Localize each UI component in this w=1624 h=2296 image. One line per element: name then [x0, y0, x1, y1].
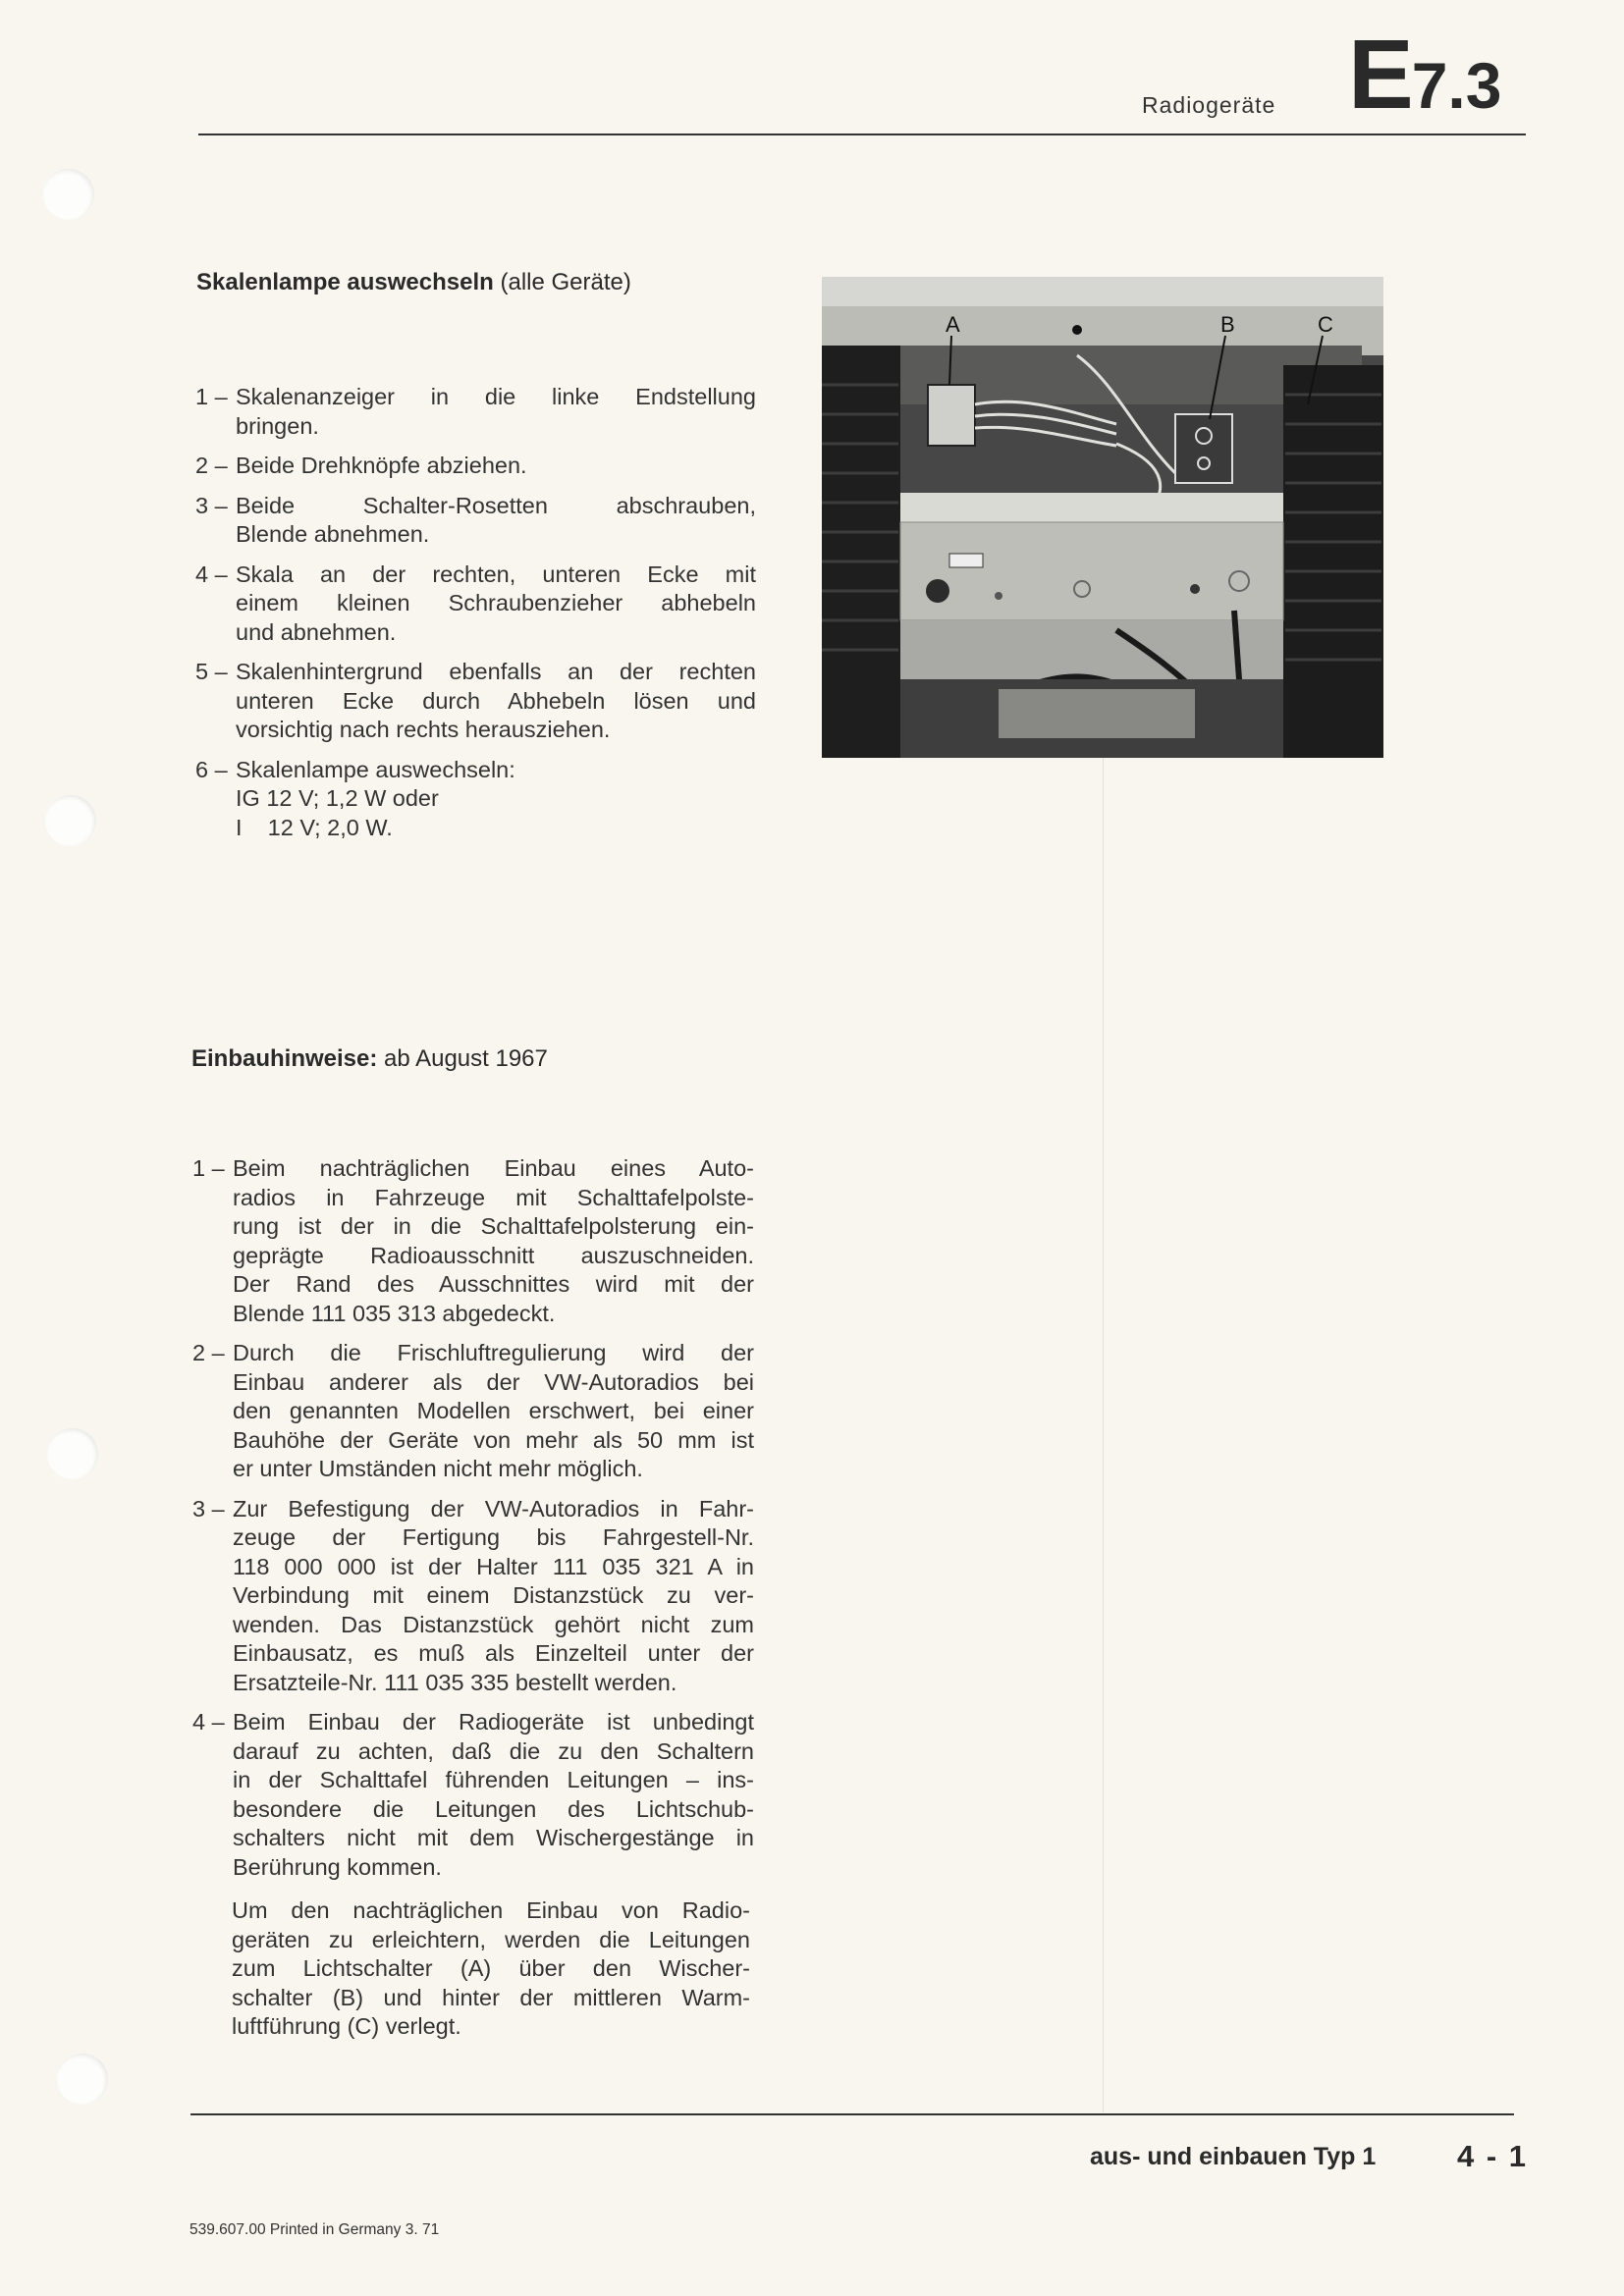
steps-list-skalenlampe	[195, 383, 756, 853]
step-line: Durch die Frischluftregulierung wird der	[233, 1340, 754, 1365]
heading-bold: Skalenlampe auswechseln	[196, 269, 494, 295]
footer-rule	[190, 2113, 1514, 2115]
step-line: in der Schalttafel führenden Leitungen – ins-	[233, 1767, 754, 1792]
step-number: 1 –	[195, 384, 228, 409]
note-line: luftführung (C) verlegt.	[232, 2013, 461, 2039]
note-line: zum Lichtschalter (A) über den Wischer-	[232, 1955, 750, 1981]
step-line: einem kleinen Schraubenzieher abhebeln	[236, 590, 756, 615]
step-item	[195, 452, 756, 481]
step-line: Zur Befestigung der VW-Autoradios in Fahr-	[233, 1495, 754, 1522]
step-number: 2 –	[195, 453, 228, 478]
step-number: 4 –	[195, 561, 228, 587]
step-number: 4 –	[192, 1709, 225, 1735]
note-line: geräten zu erleichtern, werden die Leitungen	[232, 1926, 750, 1952]
header-rule	[198, 133, 1526, 135]
step-line: den genannten Modellen erschwert, bei einer	[233, 1398, 754, 1423]
step-number: 3 –	[192, 1495, 225, 1522]
step-line: I 12 V; 2,0 W.	[236, 814, 393, 840]
step-line: Beim Einbau der Radiogeräte ist unbedingt	[233, 1709, 754, 1735]
radio-installation-photo	[822, 277, 1383, 758]
header-section-title: Radiogeräte	[1142, 92, 1276, 118]
step-line: unteren Ecke durch Abhebeln lösen und	[236, 687, 756, 714]
fold-line	[1103, 758, 1104, 2112]
footer-title: aus- und einbauen Typ 1	[1090, 2143, 1377, 2170]
installation-note	[232, 1896, 750, 2042]
heading-light: (alle Geräte)	[500, 269, 631, 295]
step-number: 5 –	[195, 659, 228, 684]
binder-hole	[57, 2054, 108, 2105]
step-line: und abnehmen.	[236, 618, 397, 645]
print-line: 539.607.00 Printed in Germany 3. 71	[189, 2221, 440, 2238]
figure-label-a: A	[946, 312, 960, 337]
step-line: Einbau anderer als der VW-Autoradios bei	[233, 1368, 754, 1395]
photo-illustration	[822, 277, 1383, 758]
step-line: Skalenanzeiger in die linke Endstellung	[236, 384, 756, 409]
note-line: schalter (B) und hinter der mittleren Warm-	[232, 1984, 750, 2010]
steps-list-einbauhinweise	[192, 1154, 754, 1893]
step-line: Beim nachträglichen Einbau eines Auto-	[233, 1155, 754, 1181]
step-line: radios in Fahrzeuge mit Schalttafelpolste-	[233, 1184, 754, 1210]
step-item	[192, 1708, 754, 1882]
step-item	[195, 658, 756, 745]
figure-label-b: B	[1220, 312, 1235, 337]
section-code	[1348, 20, 1502, 130]
step-line: Skalenlampe auswechseln:	[236, 756, 515, 782]
step-item	[195, 756, 756, 843]
section-code-letter: E	[1348, 20, 1412, 130]
step-line: Berührung kommen.	[233, 1853, 442, 1880]
step-line: Skala an der rechten, unteren Ecke mit	[236, 561, 756, 587]
step-line: IG 12 V; 1,2 W oder	[236, 785, 439, 811]
step-line: zeuge der Fertigung bis Fahrgestell-Nr.	[233, 1524, 754, 1550]
binder-hole	[45, 795, 96, 846]
step-line: bringen.	[236, 412, 319, 439]
step-line: 118 000 000 ist der Halter 111 035 321 A in	[233, 1553, 754, 1579]
step-line: Einbausatz, es muß als Einzelteil unter der	[233, 1640, 754, 1666]
step-line: Skalenhintergrund ebenfalls an der rechten	[236, 659, 756, 684]
step-line: darauf zu achten, daß die zu den Schaltern	[233, 1737, 754, 1764]
step-line: er unter Umständen nicht mehr möglich.	[233, 1456, 643, 1481]
step-line: Der Rand des Ausschnittes wird mit der	[233, 1271, 754, 1297]
figure-label-c: C	[1318, 312, 1333, 337]
step-item	[192, 1154, 754, 1328]
step-item	[195, 492, 756, 550]
step-line: Beide Schalter-Rosetten abschrauben,	[236, 492, 756, 518]
binder-hole	[43, 169, 94, 220]
step-line: Blende abnehmen.	[236, 521, 430, 547]
step-line: Verbindung mit einem Distanzstück zu ver-	[233, 1582, 754, 1608]
binder-hole	[47, 1428, 98, 1479]
page-number: 4 - 1	[1457, 2139, 1529, 2173]
section-code-number: 7.3	[1411, 49, 1502, 122]
heading-light: ab August 1967	[384, 1045, 548, 1072]
step-number: 2 –	[192, 1340, 225, 1365]
section-heading-einbauhinweise	[191, 1045, 548, 1073]
step-item	[195, 383, 756, 441]
step-line: vorsichtig nach rechts herausziehen.	[236, 717, 611, 742]
step-line: besondere die Leitungen des Lichtschub-	[233, 1795, 754, 1822]
note-line: Um den nachträglichen Einbau von Radio-	[232, 1897, 750, 1923]
section-heading-skalenlampe	[196, 269, 631, 296]
step-line: schalters nicht mit dem Wischergestänge in	[233, 1825, 754, 1850]
step-number: 1 –	[192, 1155, 225, 1181]
step-line: Ersatzteile-Nr. 111 035 335 bestellt werden.	[233, 1669, 677, 1695]
step-item	[192, 1339, 754, 1484]
step-line: geprägte Radioausschnitt auszuschneiden.	[233, 1242, 754, 1268]
step-number: 6 –	[195, 756, 228, 782]
step-line: rung ist der in die Schalttafelpolsterung ein-	[233, 1213, 754, 1239]
step-line: wenden. Das Distanzstück gehört nicht zum	[233, 1611, 754, 1637]
step-item	[192, 1495, 754, 1698]
heading-bold: Einbauhinweise:	[191, 1045, 378, 1072]
step-line: Blende 111 035 313 abgedeckt.	[233, 1300, 556, 1326]
step-line: Beide Drehknöpfe abziehen.	[236, 453, 527, 478]
step-item	[195, 561, 756, 648]
step-line: Bauhöhe der Geräte von mehr als 50 mm ist	[233, 1426, 754, 1453]
step-number: 3 –	[195, 492, 228, 518]
